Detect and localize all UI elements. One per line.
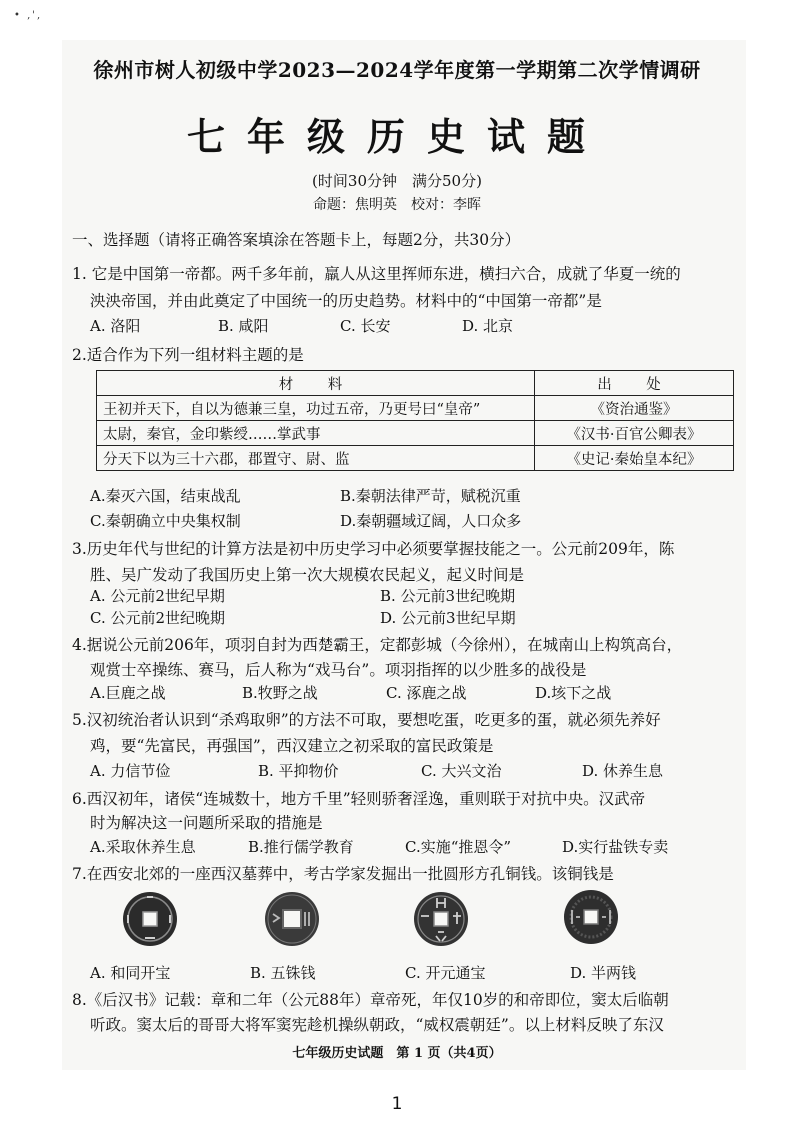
table-cell-material: 太尉，秦官，金印紫绶……掌武事	[97, 421, 535, 446]
question-5-line-2: 鸡，要“先富民，再强国”，西汉建立之初采取的富民政策是	[90, 737, 494, 755]
question-3-line-2: 胜、吴广发动了我国历史上第一次大规模农民起义，起义时间是	[90, 566, 525, 584]
table-header-material: 材 料	[97, 371, 535, 396]
question-4-option-c: C. 涿鹿之战	[386, 684, 467, 702]
table-header-row	[97, 371, 734, 396]
table-cell-material: 王初并天下，自以为德兼三皇，功过五帝，乃更号曰“皇帝”	[97, 396, 535, 421]
question-6-line-1: 6.西汉初年，诸侯“连城数十，地方千里”轻则骄奢淫逸，重则联于对抗中央。汉武帝	[72, 790, 646, 808]
question-2-option-d: D.秦朝疆域辽阔，人口众多	[340, 512, 522, 530]
question-2-line-1: 2.适合作为下列一组材料主题的是	[72, 346, 304, 364]
question-1-option-d: D. 北京	[462, 317, 514, 335]
question-3-line-1: 3.历史年代与世纪的计算方法是初中历史学习中必须要掌握技能之一。公元前209年，陈	[72, 540, 675, 558]
question-5-option-a: A. 力信节俭	[90, 762, 171, 780]
author-info: 命题：焦明英 校对：李晖	[313, 197, 481, 213]
question-1-line-2: 泱泱帝国，并由此奠定了中国统一的历史趋势。材料中的“中国第一帝都”是	[90, 292, 602, 310]
question-7-option-b: B. 五铢钱	[250, 964, 316, 982]
question-3-option-b: B. 公元前3世纪晚期	[380, 587, 516, 605]
question-7-option-d: D. 半两钱	[570, 964, 637, 982]
question-4-option-d: D.垓下之战	[535, 684, 612, 702]
page-number: 1	[391, 1094, 403, 1114]
question-8-line-2: 听政。窦太后的哥哥大将军窦宪趁机操纵朝政，“威权震朝廷”。以上材料反映了东汉	[90, 1016, 664, 1034]
section-heading: 一、选择题（请将正确答案填涂在答题卡上，每题2分，共30分）	[72, 231, 521, 249]
question-6-option-a: A.采取休养生息	[90, 838, 196, 856]
table-cell-source: 《资治通鉴》	[535, 396, 734, 421]
table-header-source: 出 处	[535, 371, 734, 396]
material-table	[96, 370, 734, 471]
question-6-option-c: C.实施“推恩令”	[405, 838, 512, 856]
question-4-line-2: 观赏士卒操练、赛马，后人称为“戏马台”。项羽指挥的以少胜多的战役是	[90, 661, 587, 679]
question-2-option-c: C.秦朝确立中央集权制	[90, 512, 241, 530]
table-row	[97, 446, 734, 471]
question-7-option-a: A. 和同开宝	[90, 964, 171, 982]
question-2-option-b: B.秦朝法律严苛，赋税沉重	[340, 487, 521, 505]
corner-mark: • ,',	[14, 10, 43, 21]
question-3-option-d: D. 公元前3世纪早期	[380, 609, 516, 627]
time-info: (时间30分钟 满分50分)	[312, 172, 482, 190]
question-5-option-b: B. 平抑物价	[258, 762, 339, 780]
question-6-option-b: B.推行儒学教育	[248, 838, 354, 856]
coin-image-d	[562, 888, 620, 946]
question-5-option-d: D. 休养生息	[582, 762, 664, 780]
question-6-line-2: 时为解决这一问题所采取的措施是	[90, 814, 323, 832]
table-cell-material: 分天下以为三十六郡，郡置守、尉、监	[97, 446, 535, 471]
table-cell-source: 《汉书·百官公卿表》	[535, 421, 734, 446]
question-2-option-a: A.秦灭六国，结束战乱	[90, 487, 241, 505]
table-row	[97, 421, 734, 446]
coin-image-c	[412, 890, 470, 948]
question-7-line-1: 7.在西安北郊的一座西汉墓葬中，考古学家发掘出一批圆形方孔铜钱。该铜钱是	[72, 865, 614, 883]
table-row	[97, 396, 734, 421]
page-footer: 七年级历史试题 第 1 页（共4页）	[292, 1046, 502, 1061]
question-4-option-b: B.牧野之战	[242, 684, 318, 702]
question-8-line-1: 8.《后汉书》记载：章和二年（公元88年）章帝死，年仅10岁的和帝即位，窦太后临朝	[72, 991, 669, 1009]
question-7-option-c: C. 开元通宝	[405, 964, 486, 982]
question-1-line-1: 1. 它是中国第一帝都。两千多年前，羸人从这里挥师东进，横扫六合，成就了华夏一统的	[72, 265, 681, 283]
exam-title: 七年级历史试题	[186, 114, 607, 159]
question-1-option-b: B. 咸阳	[218, 317, 269, 335]
question-3-option-a: A. 公元前2世纪早期	[90, 587, 225, 605]
coin-image-b	[263, 890, 321, 948]
question-4-line-1: 4.据说公元前206年，项羽自封为西楚霸王，定都彭城（今徐州），在城南山上构筑高台，	[72, 636, 683, 654]
school-title: 徐州市树人初级中学2023—2024学年度第一学期第二次学情调研	[93, 58, 701, 82]
question-5-line-1: 5.汉初统治者认识到“杀鸡取卵”的方法不可取，要想吃蛋，吃更多的蛋，就必须先养好	[72, 711, 661, 729]
question-1-option-c: C. 长安	[340, 317, 391, 335]
question-5-option-c: C. 大兴文治	[421, 762, 502, 780]
table-cell-source: 《史记·秦始皇本纪》	[535, 446, 734, 471]
coin-image-a	[121, 890, 179, 948]
question-6-option-d: D.实行盐铁专卖	[562, 838, 669, 856]
question-3-option-c: C. 公元前2世纪晚期	[90, 609, 226, 627]
question-1-option-a: A. 洛阳	[90, 317, 141, 335]
question-4-option-a: A.巨鹿之战	[90, 684, 166, 702]
